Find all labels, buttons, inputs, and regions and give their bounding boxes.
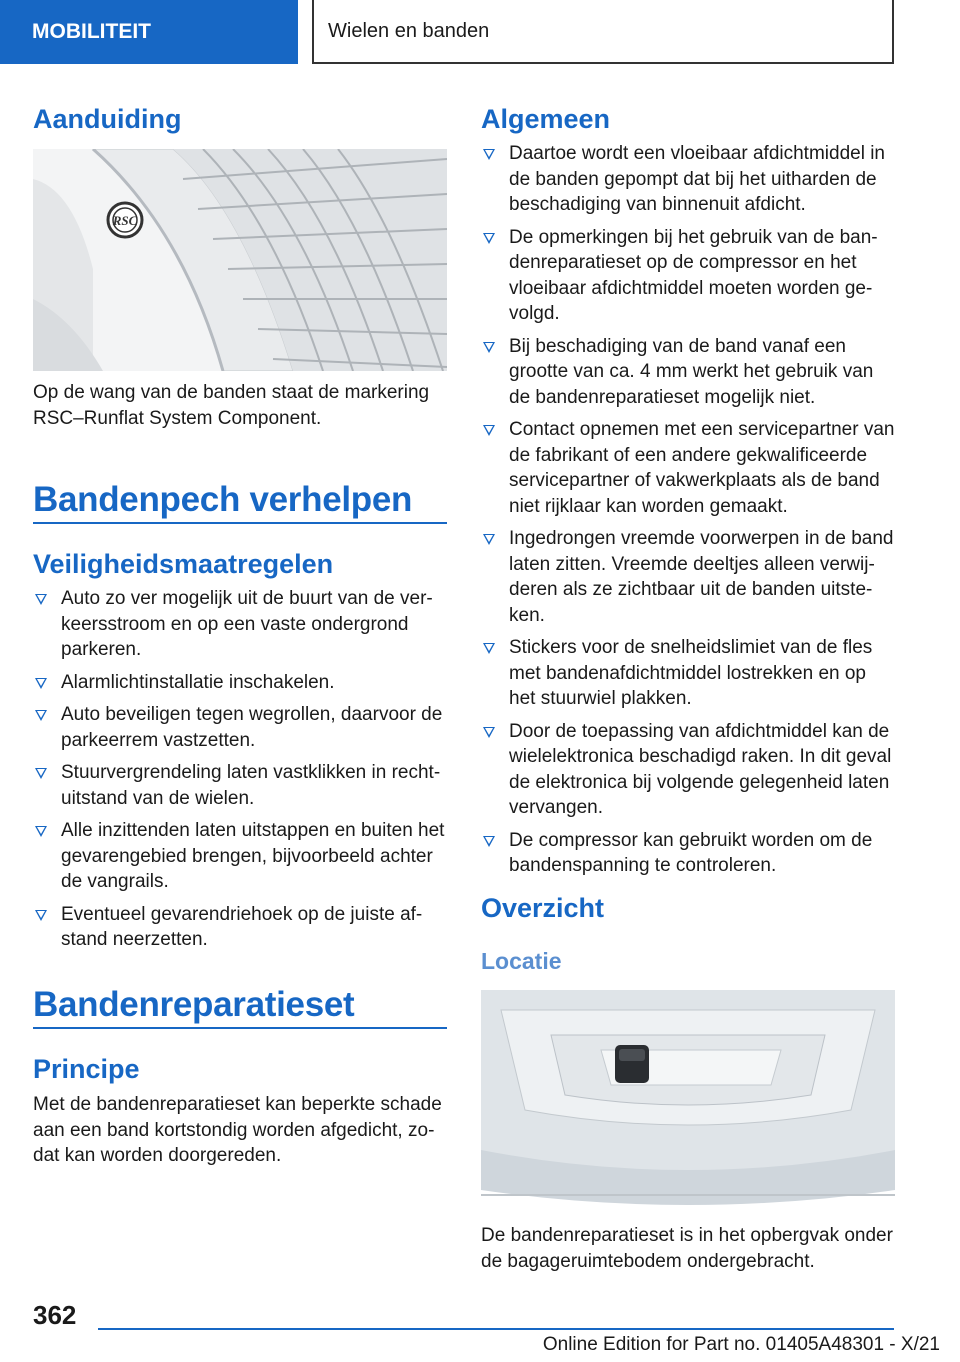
bullet-triangle-icon bbox=[483, 643, 495, 654]
list-item: Ingedrongen vreemde voorwerpen in de band laten zitten. Vreemde deeltjes alleen verwijderen als ze zichtbaar uit de banden uitsteken. bbox=[481, 526, 895, 628]
bullet-triangle-icon bbox=[483, 727, 495, 738]
edition-text: Online Edition for Part no. 01405A48301 - X/21 bbox=[542, 1334, 940, 1355]
algemeen-list bbox=[481, 141, 895, 886]
principe-heading: Principe bbox=[33, 1054, 140, 1084]
svg-text:RSC: RSC bbox=[112, 213, 138, 228]
locatie-heading: Locatie bbox=[481, 948, 562, 974]
tire-marking-image bbox=[33, 149, 447, 371]
list-item: Stickers voor de snelheidslimiet van de fles met bandenafdichtmiddel lostrekken en op het stuurwiel plakken. bbox=[481, 635, 895, 712]
tire-illustration bbox=[33, 149, 447, 371]
list-item: De compressor kan gebruikt worden om de bandenspanning te controleren. bbox=[481, 828, 895, 879]
bullet-triangle-icon bbox=[483, 342, 495, 353]
trunk-location-image bbox=[481, 990, 895, 1212]
veiligheid-list bbox=[33, 586, 447, 960]
section-tab: MOBILITEIT bbox=[0, 0, 298, 64]
rsc-logo bbox=[108, 203, 142, 237]
list-item: De opmerkingen bij het gebruik van de bandenreparatieset op de compressor en het vloeibaar afdichtmiddel moeten worden gevolgd. bbox=[481, 225, 895, 327]
list-item: Auto beveiligen tegen wegrollen, daarvoor de parkeerrem vastzetten. bbox=[33, 702, 447, 753]
list-item: Stuurvergrendeling laten vastklikken in rechtuitstand van de wielen. bbox=[33, 760, 447, 811]
bullet-triangle-icon bbox=[483, 425, 495, 436]
list-item: Alarmlichtinstallatie inschakelen. bbox=[33, 670, 447, 696]
bullet-triangle-icon bbox=[35, 910, 47, 921]
overzicht-heading: Overzicht bbox=[481, 893, 605, 923]
bullet-triangle-icon bbox=[483, 149, 495, 160]
list-item: Contact opnemen met een servicepartner van de fabrikant of een andere gekwalificeerde servicepartner of vakwerkplaats als de band niet rijklaar kan worden gemaakt. bbox=[481, 417, 895, 519]
aanduiding-caption: Op de wang van de banden staat de markering RSC–Runflat System Component. bbox=[33, 382, 430, 429]
chapter-title: Wielen en banden bbox=[312, 0, 894, 64]
page-number: 362 bbox=[33, 1300, 77, 1330]
reparatieset-heading: Bandenreparatieset bbox=[33, 985, 355, 1024]
bullet-triangle-icon bbox=[483, 836, 495, 847]
bullet-triangle-icon bbox=[35, 826, 47, 837]
locatie-caption: De bandenreparatieset is in het opbergvak onder de bagageruimtebodem ondergebracht. bbox=[481, 1225, 893, 1272]
principe-text: Met de bandenreparatieset kan beperkte schade aan een band kortstondig worden afgedicht, zodat kan worden doorgereden. bbox=[33, 1094, 442, 1166]
bullet-triangle-icon bbox=[35, 594, 47, 605]
bullet-triangle-icon bbox=[483, 233, 495, 244]
list-item: Door de toepassing van afdichtmiddel kan de wielelektronica beschadigd raken. In dit geval de elektronica bij volgende gelegenheid laten vervangen. bbox=[481, 719, 895, 821]
veiligheid-heading: Veiligheidsmaatregelen bbox=[33, 549, 334, 579]
bullet-triangle-icon bbox=[35, 710, 47, 721]
algemeen-heading: Algemeen bbox=[481, 104, 611, 134]
list-item: Daartoe wordt een vloeibaar afdichtmiddel in de banden gepompt dat bij het uitharden de beschadiging van binnenuit afdicht. bbox=[481, 141, 895, 218]
footer-rule bbox=[98, 1328, 894, 1330]
list-item: Alle inzittenden laten uitstappen en buiten het gevarengebied brengen, bijvoorbeeld achter de vangrails. bbox=[33, 818, 447, 895]
list-item: Bij beschadiging van de band vanaf een grootte van ca. 4 mm werkt het gebruik van de bandenreparatieset mogelijk niet. bbox=[481, 334, 895, 411]
bullet-triangle-icon bbox=[35, 678, 47, 689]
bullet-triangle-icon bbox=[483, 534, 495, 545]
trunk-illustration bbox=[481, 990, 895, 1212]
list-item: Auto zo ver mogelijk uit de buurt van de verkeersstroom en op een vaste ondergrond parkeren. bbox=[33, 586, 447, 663]
heading-rule bbox=[33, 522, 447, 524]
aanduiding-heading: Aanduiding bbox=[33, 104, 182, 134]
bullet-triangle-icon bbox=[35, 768, 47, 779]
bandenpech-heading: Bandenpech verhelpen bbox=[33, 480, 413, 519]
list-item: Eventueel gevarendriehoek op de juiste afstand neerzetten. bbox=[33, 902, 447, 953]
heading-rule bbox=[33, 1027, 447, 1029]
